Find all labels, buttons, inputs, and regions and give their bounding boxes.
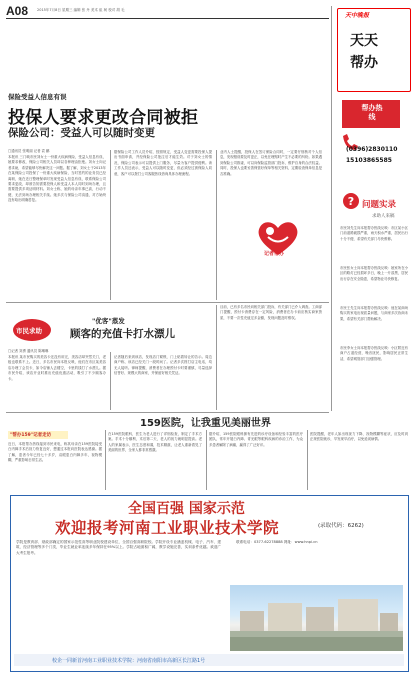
column-rule	[110, 150, 111, 300]
lead-subhead: 保险公司：受益人可以随时变更	[8, 127, 155, 139]
story3-col4: 医院提醒，老年人如出现视力下降、视物模糊等症状，应及时到正规医院就诊，早发现早治疗，以免延误病情。	[310, 432, 408, 442]
ad-bottom-text: 校企一同新首河南工业职业技术学院：河南省南阳市高新区长江路1号	[52, 658, 206, 664]
story2-col3: 目前，已有多名市民向相关部门投诉，有关部门已介入调查。工商部门提醒，预付卡消费存在一定风险，消费者在办卡前应核实商家资质，不要一次性充值过多金额，发现问题及时维权。	[220, 305, 322, 320]
column-rule	[216, 305, 217, 410]
brand-box	[337, 8, 411, 92]
lead-headline: 投保人要求更改合同被拒	[8, 108, 199, 128]
page-info: 2015年7月8日 星期三 编辑 张 丹 美术 崔 柯 校对 胡 毛	[37, 8, 125, 12]
story3-col3: 据介绍，159医院眼科拥有先进的诊疗设备和经验丰富的医疗团队，常年开展白内障、青光眼等眼科疾病的诊治工作，为众多患者解除了病痛，赢得了广泛好评。	[209, 432, 303, 447]
lead-kicker: 保险受益人信息有误	[8, 93, 67, 101]
lead-col3: 业内人士提醒，投保人在签订保险合同时，一定要仔细核对个人信息，发现错误要及时更正，以免在理赔时产生不必要的纠纷。如果遇到保险公司推诿，可以向保险监管部门投诉，维护自身的合法权益。同时，投保人也要妥善保管好保单等相关资料，定期检查保单信息是否准确。	[220, 150, 322, 176]
lead-col2: 据保险公司工作人员介绍，按照规定，受益人变更需要投保人提出书面申请，并经保险公司批注后才能生效。对于刘女士的情况，保险公司表示可以提供上门服务，尽量为客户提供便利。该工作人员还表示，受益人可以随时变更，但必须经过被保险人同意，客户可以拨打公司客服热线咨询具体办理流程。	[114, 150, 212, 176]
column-rule	[110, 352, 111, 410]
header-divider	[6, 18, 329, 19]
section-divider	[6, 302, 329, 303]
hotline-phone-1: (0396)2830110	[346, 146, 398, 153]
help-badge-label: 市民求助	[16, 327, 42, 335]
ad-body: 学院是教育部、财政部确定的国家示范性高等职业院校建设单位，全国百强高职院校。学院开设专业涵盖机械、电子、汽车、建筑、经济管理等多个门类，毕业生就业率连续多年保持在95%以上。学院占地面积广阔，教学设施完善，实训条件优越。欢迎广大考生报考。	[16, 540, 221, 555]
story3-headline: 159医院，让我重见美丽世界	[140, 418, 271, 429]
qa-item-2: 市民张女士向本报帮办热线反映：她家所在小区的路灯已经损坏多日，晚上一片漆黑，居民出行存在安全隐患，希望物业尽快修复。	[340, 266, 408, 281]
story3-col1: 近日，本报帮办热线接到市民来电，称其母亲在159医院接受白内障手术后视力恢复良好，想通过本报向医院表达感谢。据了解，患者今年已经七十多岁，双眼患白内障多年，视物模糊，严重影响日常生活。	[8, 442, 102, 463]
column-rule	[307, 430, 308, 490]
story2-kicker: "优客"蒸发	[92, 317, 125, 325]
story3-callout: "帮办159"记者走访	[10, 433, 52, 438]
ad-contact: 联系电话：0377-62278888 网址：www.hnpi.cn	[236, 540, 318, 544]
hotline-label: 帮办热线	[361, 104, 383, 121]
story2-byline: □记者 刘勇 通讯员 陈琳琳	[8, 349, 49, 353]
column-rule	[105, 430, 106, 490]
story2-col1: 本报讯 某市民购买的美容卡还没有用完，美容店却突然关门，老板也联系不上。近日，多名市民向本报反映，他们在市区某美容店办理了会员卡，如今店铺人去楼空，卡里的钱打了水漂儿。据市民介绍，该店开业时推出充值优惠活动，吸引了不少顾客办卡。	[8, 355, 106, 381]
page-number: A08	[6, 4, 29, 18]
column-rule	[206, 430, 207, 490]
hotline-phone-2: 15103865585	[346, 157, 392, 164]
qa-item-1: 市民刘先生向本报帮办热线反映：市区某小区门前道路破损严重，雨天积水严重，居民出行十分不便，希望有关部门尽快维修。	[340, 226, 408, 241]
qa-item-3: 市民王先生向本报帮办热线反映：他在某商场购买的家电出现质量问题，与商家多次协商未果，希望有关部门帮助解决。	[340, 306, 408, 321]
qa-title: 问题实录	[362, 200, 397, 210]
ad-title-1: 全国百强 国家示范	[128, 501, 245, 517]
lead-byline: □通讯员 张明丽 记者 袁 鹏	[8, 149, 50, 153]
question-icon	[342, 192, 360, 210]
story3-col2: 在159医院眼科，医生为老人进行了详细检查，制定了手术方案。手术十分顺利，术后第二天，老人的视力就明显提高。老人的家属表示，医生态度和蔼，技术精湛，让老人重新看见了美丽的世界，全家人都非常感激。	[108, 432, 202, 453]
campus-photo	[230, 585, 403, 651]
ad-title-2: 欢迎报考河南工业职业技术学院	[55, 518, 280, 537]
logo-label: 记者帮办	[264, 251, 285, 257]
section-divider	[6, 412, 329, 413]
qa-subtitle: 求助人来稿	[372, 214, 395, 219]
brand-line1: 天天	[350, 33, 378, 49]
story2-col2: 记者随后来到该店，发现店门紧锁，门上贴着转让的告示。周边商户称，该店已经关门一段时间了。记者多次拨打店主电话，均无人接听。律师提醒，消费者在办理预付卡时要谨慎，尽量选择信誉好、规模大的商家，并保留好相关凭证。	[114, 355, 212, 376]
story2-headline: 顾客的充值卡打水漂儿	[70, 328, 175, 340]
svg-text:?: ?	[347, 195, 355, 208]
ad-code: (录取代码：6262)	[318, 523, 364, 529]
qa-item-4: 市民李女士向本报帮办热线反映：小区附近有商户占道经营，噪音扰民，影响居民正常生活，希望城管部门加强管理。	[340, 346, 408, 361]
lead-col1: 本报讯 三门峡市民刘女士一份重大疾病保险，受益人信息有误，她要求修改，保险公司相关人员却以各种理由拒绝。刘女士向记者求助，希望能够尽快解决这一问题。据了解，刘女士于2013年在某保险公司投保了一份重大疾病保险，当时签约的业务员已经离职，她在近日整理保单时发现受益人信息有误，联系保险公司要求更改，却被告知需要投保人和受益人本人同时到场办理，且需要提供多项证明材料。刘女士称，她的母亲年事已高，行动不便，无法到场办理相关手续。她多次与保险公司沟通，对方始终没有给出明确答复。	[8, 155, 106, 203]
sidebar-rule	[331, 6, 332, 411]
column-rule	[216, 150, 217, 300]
brand-masthead: 天中晚报	[345, 12, 370, 19]
brand-line2: 帮办	[350, 55, 378, 71]
